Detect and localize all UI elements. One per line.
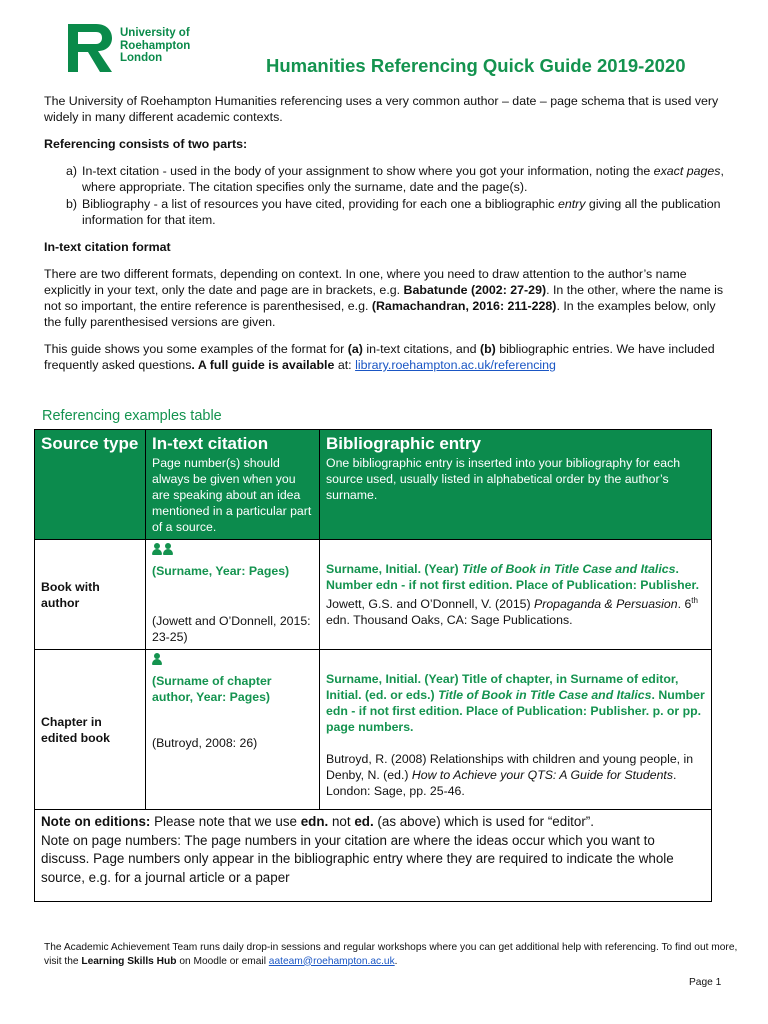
person-icon [152, 543, 162, 555]
parts-heading: Referencing consists of two parts: [44, 137, 248, 151]
footer-text-2: on Moodle or email [176, 955, 269, 967]
format-example-1: Babatunde (2002: 27-29) [403, 283, 547, 297]
bib-pattern-italic: Title of Book in Title Case and Italics [462, 562, 676, 576]
bib-pattern-text-2: . Number edn - if not first edition. Place of Publication: Publisher. [326, 562, 700, 592]
referencing-table [34, 429, 712, 902]
note-bold-ed: ed. [354, 814, 374, 829]
table-row [35, 540, 712, 650]
footer-hub: Learning Skills Hub [81, 955, 177, 967]
note-editions-label: Note on editions: [41, 814, 151, 829]
person-icon [152, 653, 162, 665]
header-bib-label: Bibliographic entry [326, 434, 481, 453]
in-text-cell [146, 650, 320, 810]
footer-text [44, 941, 744, 968]
format-example-2: (Ramachandran, 2016: 211-228) [371, 299, 557, 313]
bib-example-text-1: Butroyd, R. (2008) Relationships with children and young people, in Denby, N. (ed.) [326, 752, 694, 782]
list-b-text-2: giving all the publication information for that item. [82, 197, 721, 227]
list-marker-a: a) [66, 164, 78, 178]
bib-example-text-1: Jowett, G.S. and O’Donnell, V. (2015) [326, 597, 535, 612]
referencing-guide-link[interactable]: library.roehampton.ac.uk/referencing [355, 358, 556, 372]
header-bib-sub: One bibliographic entry is inserted into your bibliography for each source used, usually listed in alphabetical order by the author’s surname. [326, 456, 681, 502]
bib-example-italic: How to Achieve your QTS: A Guide for Students [411, 768, 673, 782]
logo-text [120, 27, 190, 65]
document-title: Humanities Referencing Quick Guide 2019-2020 [266, 55, 686, 76]
format-paragraph [44, 266, 730, 330]
citation-example: (Jowett and O’Donnell, 2015: 23-25) [152, 614, 311, 644]
list-a-text-1: In-text citation - used in the body of your assignment to show where you got your information, noting the [82, 164, 654, 178]
bib-pattern [326, 561, 705, 593]
header-bibliographic [320, 430, 712, 540]
citation-format: (Surname of chapter author, Year: Pages) [152, 674, 272, 704]
list-a-italic: exact pages [653, 164, 721, 178]
bib-pattern-text-1: Surname, Initial. (Year) [326, 562, 462, 576]
list-a-text-2: , where appropriate. The citation specifies only the surname, date and the page(s). [82, 164, 724, 194]
bib-pattern-italic: Title of Book in Title Case and Italics [438, 688, 652, 702]
header-intext-sub: Page number(s) should always be given when you are speaking about an idea mentioned in a particular part of a source. [152, 456, 312, 534]
format-heading: In-text citation format [44, 240, 171, 254]
person-icon [163, 543, 173, 555]
guide-paragraph [44, 341, 730, 373]
bibliographic-cell [320, 650, 712, 810]
logo-line-2: Roehampton [120, 39, 191, 52]
header-in-text [146, 430, 320, 540]
footer-text-3: . [394, 955, 398, 967]
bibliographic-cell [320, 540, 712, 650]
table-header-row [35, 430, 712, 540]
bib-pattern-text-2: . Number edn - if not first edition. Place of Publication: Publisher. p. or pp. page numbers. [326, 688, 705, 734]
list-item-b [44, 196, 730, 228]
guide-text-4: at: [334, 358, 356, 372]
format-text-2: . In the other, where the name is not so important, the entire reference is parenthesised, e.g. [44, 283, 724, 313]
header-intext-label: In-text citation [152, 434, 269, 453]
bib-example [326, 751, 705, 802]
bib-example-sup: th [691, 596, 698, 605]
guide-bold-full: . A full guide is available [191, 358, 335, 372]
guide-text-2: in-text citations, and [362, 342, 480, 356]
intro-paragraph: The University of Roehampton Humanities referencing uses a very common author – date – page schema that is used very widely in many different academic contexts. [44, 94, 719, 124]
bib-example-text-3: edn. Thousand Oaks, CA: Sage Publications. [326, 613, 573, 628]
bib-pattern-text-1: Surname, Initial. (Year) Title of chapter, in Surname of editor, Initial. (ed. or eds.) [326, 672, 679, 702]
citation-format: (Surname, Year: Pages) [152, 564, 290, 578]
bib-example-text-2: . 6 [677, 597, 692, 612]
note-text-1: Please note that we use [150, 814, 301, 829]
guide-bold-a: (a) [347, 342, 363, 356]
citation-example: (Butroyd, 2008: 26) [152, 736, 258, 750]
source-type-cell: Chapter in edited book [35, 650, 146, 810]
guide-text-3: bibliographic entries. We have included frequently asked questions [44, 342, 715, 372]
list-b-text-1: Bibliography - a list of resources you have cited, providing for each one a bibliographic [82, 197, 558, 211]
source-type-cell: Book with author [35, 540, 146, 650]
in-text-cell [146, 540, 320, 650]
guide-text-1: This guide shows you some examples of the format for [44, 342, 348, 356]
bib-example-text-2: . London: Sage, pp. 25-46. [326, 768, 677, 798]
page-number: Page 1 [689, 977, 722, 988]
bib-example-italic: Propaganda & Persuasion [534, 597, 678, 612]
table-caption: Referencing examples table [42, 408, 222, 424]
list-marker-b: b) [66, 197, 78, 211]
note-text-2: not [328, 814, 355, 829]
author-icons [152, 653, 313, 669]
note-page-numbers: Note on page numbers: The page numbers in your citation are where the ideas occur which you want to discuss. Page numbers only appear in the bibliographic entry where they are required to indicate the whole source, e.g. for a journal article or a paper [41, 832, 674, 885]
intro-section [44, 93, 730, 373]
header-source-type [35, 430, 146, 540]
university-logo [66, 22, 196, 74]
guide-bold-b: (b) [479, 342, 496, 356]
logo-mark-icon [66, 22, 116, 74]
author-icons [152, 543, 313, 559]
format-text-3: . In the examples below, only the fully parenthesised versions are given. [44, 299, 716, 329]
bib-example [326, 593, 705, 628]
note-bold-edn: edn. [300, 814, 329, 829]
logo-line-3: London [120, 52, 163, 64]
footer-text-1: The Academic Achievement Team runs daily drop-in sessions and regular workshops where you can get additional help with referencing. To find out more, visit the [44, 942, 738, 967]
header-source-label: Source type [41, 434, 139, 453]
format-text-1: There are two different formats, depending on context. In one, where you need to draw attention to the author’s name explicitly in your text, only the date and page are in brackets, e.g. [44, 267, 687, 297]
email-link[interactable]: aateam@roehampton.ac.uk [268, 955, 395, 967]
notes-cell [35, 810, 712, 902]
list-item-a [44, 163, 730, 195]
list-b-italic: entry [557, 197, 586, 211]
note-text-3: (as above) which is used for “editor”. [373, 814, 594, 829]
table-note-row [35, 810, 712, 902]
note-editions [41, 813, 705, 832]
table-row [35, 650, 712, 810]
logo-line-1: University of [120, 27, 190, 39]
bib-pattern [326, 671, 705, 735]
